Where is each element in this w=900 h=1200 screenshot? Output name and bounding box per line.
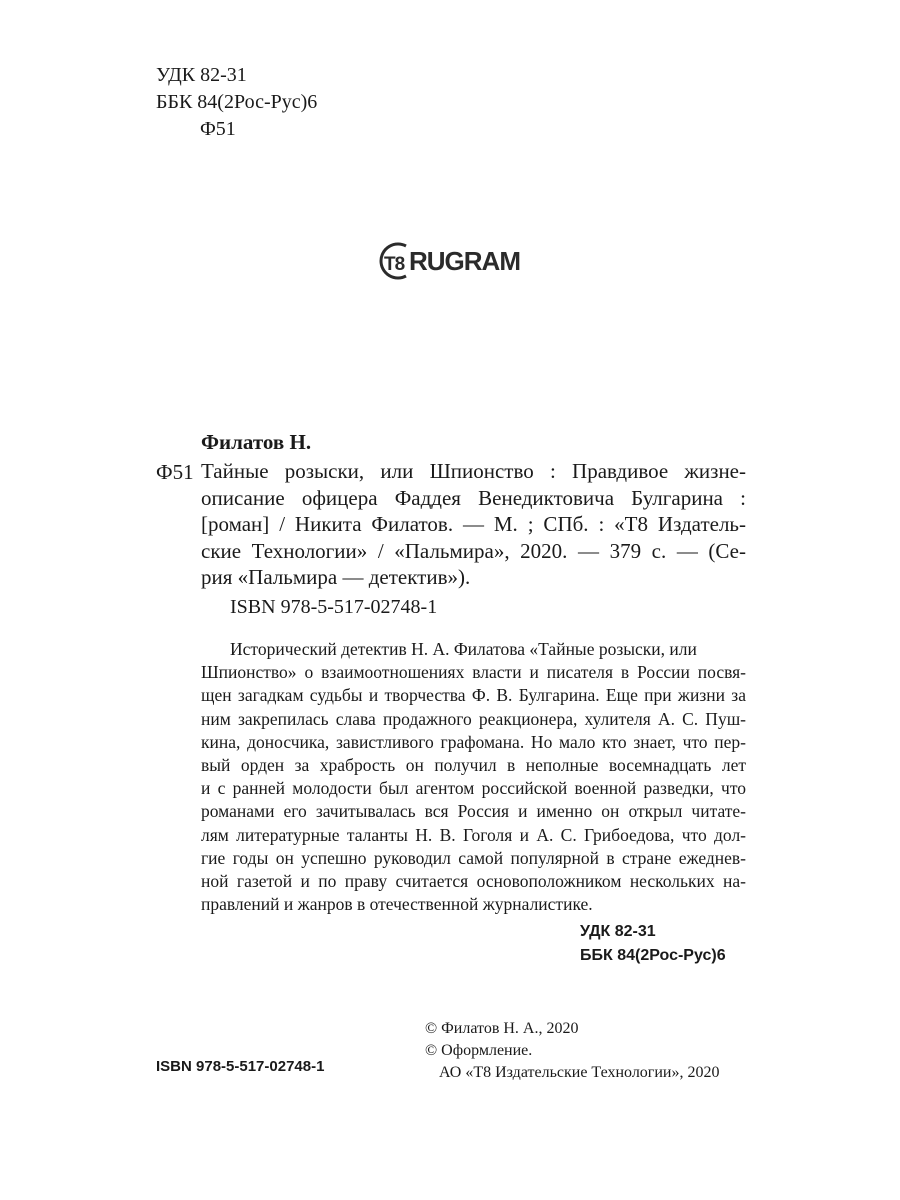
copyright-design: © Оформление. bbox=[425, 1042, 533, 1059]
annotation-line: лям литературные таланты Н. В. Гоголя и А. С. Грибоедова, что дол- bbox=[201, 824, 746, 845]
annotation-line: щен загадкам судьбы и творчества Ф. В. Булгарина. Еще при жизни за bbox=[201, 685, 746, 706]
copyright-author: © Филатов Н. А., 2020 bbox=[425, 1020, 579, 1037]
annotation-line: Шпионство» о взаимоотношениях власти и писателя в России посвя- bbox=[201, 662, 746, 683]
annotation-line: вый орден за храбрость он получил в неполные восемнадцать лет bbox=[201, 755, 746, 776]
entry-line: Тайные розыски, или Шпионство : Правдивое жизне- bbox=[201, 459, 746, 483]
top-classification-codes bbox=[156, 62, 317, 143]
entry-line: рия «Пальмира — детектив»). bbox=[201, 565, 471, 589]
bibliographic-entry bbox=[201, 458, 746, 591]
annotation-line: ной газетой и по праву считается основоположником нескольких на- bbox=[201, 871, 746, 892]
bbk-code: ББК 84(2Рос-Рус)6 bbox=[580, 947, 726, 964]
author-sign: Ф51 bbox=[200, 118, 236, 140]
annotation-line: гие годы он успешно руководил самой популярной в стране ежеднев- bbox=[201, 847, 746, 868]
udk-code: УДК 82-31 bbox=[156, 64, 247, 86]
annotation-line: Исторический детектив Н. А. Филатова «Тайные розыски, или bbox=[230, 639, 697, 659]
logo-text: RUGRAM bbox=[409, 245, 520, 276]
annotation-line: и с ранней молодости был агентом российской военной разведки, что bbox=[201, 778, 746, 799]
publisher-logo bbox=[376, 240, 520, 282]
author-name: Филатов Н. bbox=[201, 430, 312, 454]
annotation-line: романами его зачитывалась вся Россия и именно он открыл читате- bbox=[201, 801, 746, 822]
annotation bbox=[201, 638, 746, 916]
copyright-publisher: АО «Т8 Издательские Технологии», 2020 bbox=[439, 1064, 720, 1081]
logo-icon-text: Т8 bbox=[384, 254, 405, 275]
entry-line: [роман] / Никита Филатов. — М. ; СПб. : «Т8 Издатель- bbox=[201, 512, 746, 536]
entry-line: описание офицера Фаддея Венедиктовича Булгарина : bbox=[201, 485, 746, 510]
t8-logo-icon bbox=[376, 240, 410, 282]
isbn: ISBN 978-5-517-02748-1 bbox=[230, 596, 438, 618]
index-code: Ф51 bbox=[156, 460, 194, 484]
udk-code: УДК 82-31 bbox=[580, 923, 656, 940]
isbn-bottom: ISBN 978-5-517-02748-1 bbox=[156, 1058, 325, 1075]
annotation-line: ним закрепилась слава продажного реакционера, хулителя А. С. Пуш- bbox=[201, 708, 746, 729]
annotation-line: правлений и жанров в отечественной журналистике. bbox=[201, 894, 593, 915]
annotation-line: кина, доносчика, завистливого графомана. Но мало кто знает, что пер- bbox=[201, 731, 746, 752]
copyright-block bbox=[425, 1018, 720, 1084]
bottom-classification-codes bbox=[580, 920, 726, 968]
entry-line: ские Технологии» / «Пальмира», 2020. — 379 с. — (Се- bbox=[201, 538, 746, 563]
bbk-code: ББК 84(2Рос-Рус)6 bbox=[156, 91, 318, 113]
